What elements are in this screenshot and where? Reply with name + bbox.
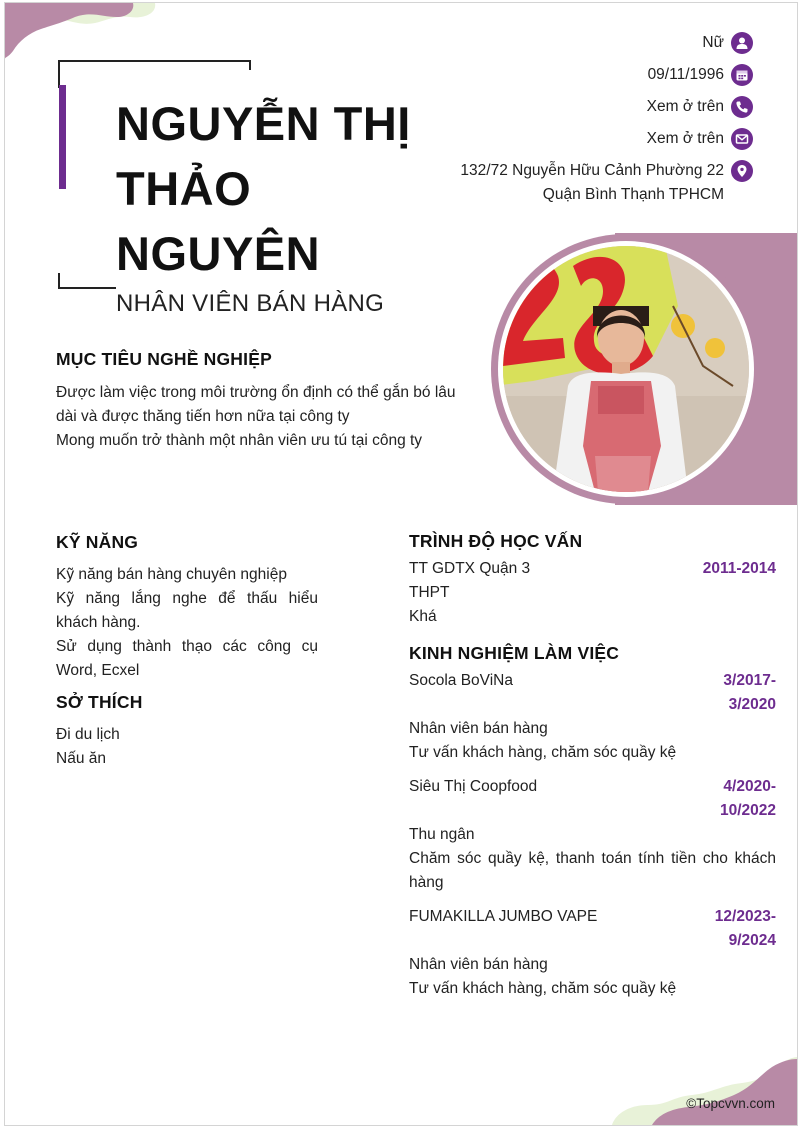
experience-header [409,669,776,717]
mail-icon [731,128,753,150]
gender-text: Nữ [702,34,724,51]
experience-date-end: 3/2020 [728,696,776,713]
experience-list [409,669,776,1001]
birthdate-text: 09/11/1996 [647,66,724,83]
user-icon [731,32,753,54]
skills-list [56,563,318,683]
corner-decoration-top-left [5,3,165,63]
skills-title: KỸ NĂNG [56,532,139,552]
experience-company: Socola BoViNa [409,672,513,689]
phone-text: Xem ở trên [646,98,724,115]
experience-position: Nhân viên bán hàng [409,720,548,737]
experience-entry [409,775,776,895]
corner-decoration-bottom-right [612,1055,797,1125]
calendar-icon [731,64,753,86]
objective-text [56,381,466,453]
experience-date-start: 12/2023- [714,908,776,925]
objective-title: MỤC TIÊU NGHỀ NGHIỆP [56,349,272,369]
education-level: THPT [409,584,450,601]
experience-date-end: 9/2024 [728,932,776,949]
experience-date [706,669,776,717]
education-grade: Khá [409,608,437,625]
objective-line: Mong muốn trở thành một nhân viên ưu tú tại công ty [56,432,423,449]
experience-position: Thu ngân [409,826,475,843]
name-frame-tick [249,60,251,70]
hobby-item: Nấu ăn [56,750,106,767]
experience-description: Tư vấn khách hàng, chăm sóc quầy kệ [409,980,677,997]
entry-gap [409,765,776,775]
cv-page [4,2,798,1126]
address-line-1: 132/72 Nguyễn Hữu Cảnh Phường 22 [460,162,724,179]
candidate-role: NHÂN VIÊN BÁN HÀNG [116,290,385,317]
education-header [409,557,776,581]
email-text: Xem ở trên [646,130,724,147]
contact-birthdate [460,63,753,95]
experience-title: KINH NGHIỆM LÀM VIỆC [409,643,620,663]
skill-item: Sử dụng thành thạo các công cụ Word, Ecxel [56,638,318,679]
hobbies-list [56,723,318,771]
location-pin-icon [731,160,753,182]
footer-credit: ©Topcvvn.com [686,1096,775,1111]
education-entry [409,557,776,629]
contact-address [460,159,753,207]
profile-photo-illustration [503,246,749,492]
experience-date-end: 10/2022 [719,802,776,819]
contact-info [460,31,753,207]
candidate-name: NGUYỄN THỊ THẢO NGUYÊN [116,97,411,280]
education-period: 2011-2014 [702,560,776,577]
hobbies-title: SỞ THÍCH [56,692,143,712]
education-school: TT GDTX Quận 3 [409,560,531,577]
experience-header [409,905,776,953]
contact-gender [460,31,753,63]
address-line-2: Quận Bình Thạnh TPHCM [542,186,724,203]
experience-date [706,775,776,823]
contact-phone [460,95,753,127]
experience-company: FUMAKILLA JUMBO VAPE [409,908,598,925]
name-frame-left [58,60,60,88]
skill-item: Kỹ năng lắng nghe để thấu hiểu khách hàng. [56,590,318,631]
experience-header [409,775,776,823]
hobby-item: Đi du lịch [56,726,120,743]
profile-photo [503,246,749,492]
skill-item: Kỹ năng bán hàng chuyên nghiệp [56,566,287,583]
experience-position: Nhân viên bán hàng [409,956,548,973]
experience-entry [409,669,776,765]
education-title: TRÌNH ĐỘ HỌC VẤN [409,531,583,551]
experience-date [706,905,776,953]
experience-description: Tư vấn khách hàng, chăm sóc quầy kệ [409,744,677,761]
experience-company: Siêu Thị Coopfood [409,778,538,795]
contact-email [460,127,753,159]
experience-description: Chăm sóc quầy kệ, thanh toán tính tiền cho khách hàng [409,850,776,891]
objective-line: Được làm việc trong môi trường ổn định có thể gắn bó lâu dài và được thăng tiến hơn nữa tại công ty [56,384,456,425]
experience-date-start: 4/2020- [723,778,776,795]
name-frame-top [58,60,251,62]
entry-gap [409,895,776,905]
name-frame-bottom [58,287,116,289]
experience-date-start: 3/2017- [723,672,776,689]
name-accent-bar [59,85,66,189]
address-text [460,159,724,207]
phone-icon [731,96,753,118]
experience-entry [409,905,776,1001]
